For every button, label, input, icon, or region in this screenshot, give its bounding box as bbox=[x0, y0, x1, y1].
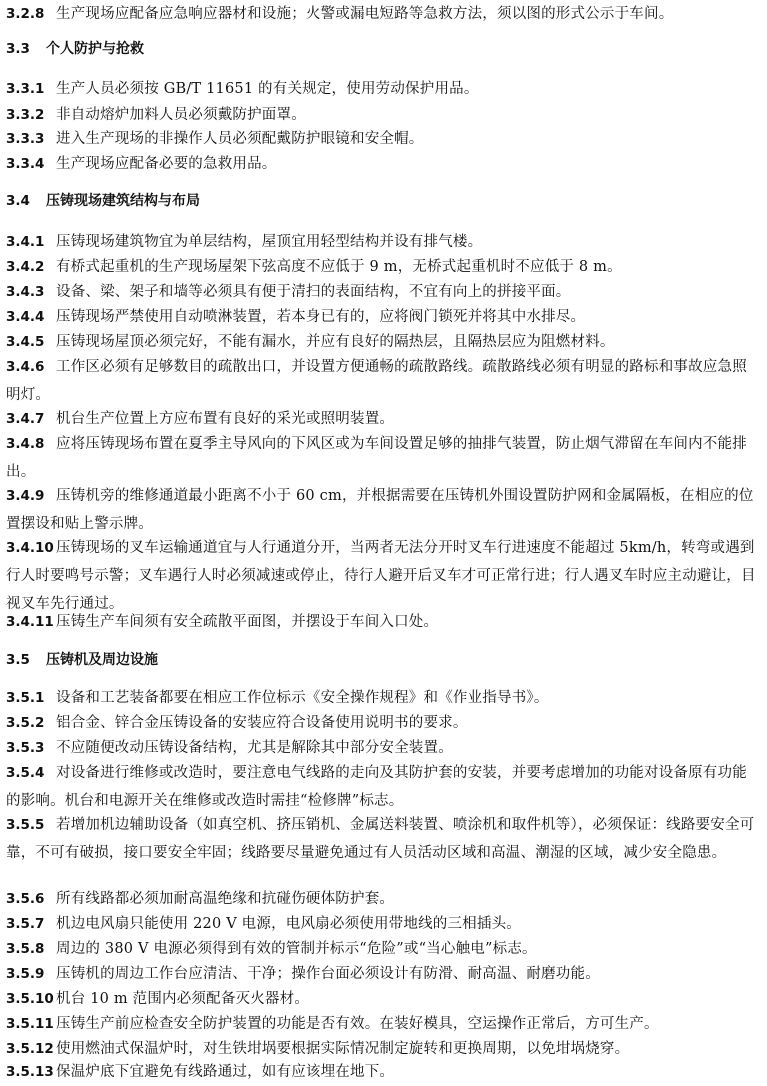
clause-3-5-13 bbox=[6, 1058, 761, 1086]
clause-number: 3.5.2 bbox=[6, 715, 45, 731]
clause-number: 3.5.12 bbox=[6, 1041, 54, 1057]
clause-text: 压铸现场严禁使用自动喷淋装置，若本身已有的，应将阀门锁死并将其中水排尽。 bbox=[56, 309, 586, 325]
clause-3-5-6 bbox=[6, 885, 761, 913]
clause-number: 3.5.7 bbox=[6, 916, 45, 932]
clause-3-5-1 bbox=[6, 684, 761, 712]
clause-number: 3.4.5 bbox=[6, 334, 45, 350]
clause-number: 3.4.1 bbox=[6, 234, 45, 250]
clause-number: 3.5.8 bbox=[6, 941, 45, 957]
clause-text: 生产现场应配备必要的急救用品。 bbox=[56, 156, 277, 172]
clause-text: 设备和工艺装备都要在相应工作位标示《安全操作规程》和《作业指导书》。 bbox=[56, 690, 549, 706]
clause-number: 3.5.9 bbox=[6, 966, 45, 982]
clause-3-5-9 bbox=[6, 960, 761, 988]
clause-3-2-8 bbox=[6, 0, 761, 28]
clause-text: 若增加机边辅助设备（如真空机、挤压销机、金属送料装置、喷涂机和取件机等），必须保证：线路要安全可靠，不可有破损，接口要安全牢固；线路要尽量避免通过有人员活动区域和高温、潮湿的区域，减少安全隐患。 bbox=[6, 817, 755, 861]
clause-text: 压铸生产车间须有安全疏散平面图，并摆设于车间入口处。 bbox=[56, 614, 439, 630]
section-heading-3-5 bbox=[6, 646, 761, 674]
clause-3-5-7 bbox=[6, 910, 761, 938]
clause-number: 3.5.1 bbox=[6, 690, 45, 706]
clause-number: 3.5.4 bbox=[6, 765, 45, 781]
clause-number: 3.4.9 bbox=[6, 488, 45, 504]
clause-text: 所有线路都必须加耐高温绝缘和抗碰伤硬体防护套。 bbox=[56, 891, 395, 907]
clause-text: 进入生产现场的非操作人员必须配戴防护眼镜和安全帽。 bbox=[56, 131, 424, 147]
clause-3-3-4 bbox=[6, 150, 761, 178]
clause-number: 3.3.3 bbox=[6, 131, 45, 147]
clause-text: 铝合金、锌合金压铸设备的安装应符合设备使用说明书的要求。 bbox=[56, 715, 468, 731]
clause-number: 3.2.8 bbox=[6, 6, 45, 22]
clause-3-3-1 bbox=[6, 75, 761, 103]
clause-3-5-4 bbox=[6, 759, 761, 815]
clause-text: 设备、梁、架子和墙等必须具有便于清扫的表面结构，不宜有向上的拼接平面。 bbox=[56, 284, 571, 300]
section-number: 3.3 bbox=[6, 41, 30, 57]
clause-3-3-3 bbox=[6, 125, 761, 153]
clause-3-4-4 bbox=[6, 303, 761, 331]
clause-3-5-3 bbox=[6, 734, 761, 762]
clause-3-4-1 bbox=[6, 228, 761, 256]
clause-text: 压铸现场建筑物宜为单层结构，屋顶宜用轻型结构并设有排气楼。 bbox=[56, 234, 483, 250]
clause-text: 使用燃油式保温炉时，对生铁坩埚要根据实际情况制定旋转和更换周期，以免坩埚烧穿。 bbox=[56, 1041, 630, 1057]
clause-number: 3.3.4 bbox=[6, 156, 45, 172]
clause-text: 机台 10 m 范围内必须配备灭火器材。 bbox=[56, 991, 310, 1007]
clause-number: 3.5.13 bbox=[6, 1064, 54, 1080]
clause-3-5-11 bbox=[6, 1010, 761, 1038]
clause-3-4-10 bbox=[6, 534, 761, 618]
clause-number: 3.4.10 bbox=[6, 540, 54, 556]
clause-number: 3.3.2 bbox=[6, 107, 45, 123]
clause-text: 有桥式起重机的生产现场屋架下弦高度不应低于 9 m，无桥式起重机时不应低于 8 m。 bbox=[56, 259, 622, 275]
clause-text: 机边电风扇只能使用 220 V 电源，电风扇必须使用带地线的三相插头。 bbox=[56, 916, 521, 932]
section-heading-3-3 bbox=[6, 35, 761, 63]
clause-text: 非自动熔炉加料人员必须戴防护面罩。 bbox=[56, 107, 306, 123]
clause-text: 压铸生产前应检查安全防护装置的功能是否有效。在装好模具，空运操作正常后，方可生产。 bbox=[56, 1016, 659, 1032]
clause-number: 3.3.1 bbox=[6, 81, 45, 97]
clause-3-4-8 bbox=[6, 430, 761, 486]
section-title: 压铸机及周边设施 bbox=[46, 652, 158, 668]
clause-number: 3.4.3 bbox=[6, 284, 45, 300]
clause-text: 压铸机旁的维修通道最小距离不小于 60 cm，并根据需要在压铸机外围设置防护网和金属隔板，在相应的位置摆设和贴上警示牌。 bbox=[6, 488, 754, 532]
clause-text: 工作区必须有足够数目的疏散出口，并设置方便通畅的疏散路线。疏散路线必须有明显的路标和事故应急照明灯。 bbox=[6, 359, 747, 403]
clause-3-5-8 bbox=[6, 935, 761, 963]
section-number: 3.5 bbox=[6, 652, 30, 668]
clause-3-4-5 bbox=[6, 328, 761, 356]
section-title: 压铸现场建筑结构与布局 bbox=[46, 193, 200, 209]
clause-3-4-11 bbox=[6, 608, 761, 636]
clause-3-4-6 bbox=[6, 353, 761, 409]
section-number: 3.4 bbox=[6, 193, 30, 209]
clause-number: 3.4.2 bbox=[6, 259, 45, 275]
clause-3-4-7 bbox=[6, 405, 761, 433]
clause-3-4-9 bbox=[6, 482, 761, 538]
section-title: 个人防护与抢救 bbox=[46, 41, 144, 57]
clause-text: 压铸机的周边工作台应清洁、干净；操作台面必须设计有防滑、耐高温、耐磨功能。 bbox=[56, 966, 600, 982]
clause-text: 机台生产位置上方应布置有良好的采光或照明装置。 bbox=[56, 411, 395, 427]
clause-text: 压铸现场的叉车运输通道宜与人行通道分开，当两者无法分开时叉车行进速度不能超过 5km/h，转弯或遇到行人时要鸣号示警；叉车遇行人时必须减速或停止，待行人避开后叉车才可正常行进；行人遇叉车时应主动避让，目视叉车先行通过。 bbox=[6, 540, 756, 612]
clause-text: 生产现场应配备应急响应器材和设施；火警或漏电短路等急救方法，须以图的形式公示于车间。 bbox=[56, 6, 674, 22]
clause-3-5-5 bbox=[6, 811, 761, 867]
clause-text: 保温炉底下宜避免有线路通过，如有应该埋在地下。 bbox=[56, 1064, 395, 1080]
clause-number: 3.5.3 bbox=[6, 740, 45, 756]
clause-3-4-3 bbox=[6, 278, 761, 306]
clause-number: 3.4.7 bbox=[6, 411, 45, 427]
clause-text: 应将压铸现场布置在夏季主导风向的下风区或为车间设置足够的抽排气装置，防止烟气滞留在车间内不能排出。 bbox=[6, 436, 747, 480]
clause-number: 3.5.6 bbox=[6, 891, 45, 907]
clause-number: 3.4.11 bbox=[6, 614, 54, 630]
clause-3-5-10 bbox=[6, 985, 761, 1013]
clause-number: 3.5.5 bbox=[6, 817, 45, 833]
clause-number: 3.4.6 bbox=[6, 359, 45, 375]
clause-text: 周边的 380 V 电源必须得到有效的管制并标示“危险”或“当心触电”标志。 bbox=[56, 941, 537, 957]
section-heading-3-4 bbox=[6, 187, 761, 215]
clause-number: 3.4.4 bbox=[6, 309, 45, 325]
clause-text: 对设备进行维修或改造时，要注意电气线路的走向及其防护套的安装，并要考虑增加的功能对设备原有功能的影响。机台和电源开关在维修或改造时需挂“检修牌”标志。 bbox=[6, 765, 747, 809]
clause-number: 3.5.11 bbox=[6, 1016, 54, 1032]
clause-text: 生产人员必须按 GB/T 11651 的有关规定，使用劳动保护用品。 bbox=[56, 81, 479, 97]
clause-3-5-2 bbox=[6, 709, 761, 737]
clause-text: 压铸现场屋顶必须完好，不能有漏水，并应有良好的隔热层，且隔热层应为阻燃材料。 bbox=[56, 334, 615, 350]
clause-number: 3.4.8 bbox=[6, 436, 45, 452]
clause-text: 不应随便改动压铸设备结构，尤其是解除其中部分安全装置。 bbox=[56, 740, 453, 756]
clause-number: 3.5.10 bbox=[6, 991, 54, 1007]
clause-3-4-2 bbox=[6, 253, 761, 281]
